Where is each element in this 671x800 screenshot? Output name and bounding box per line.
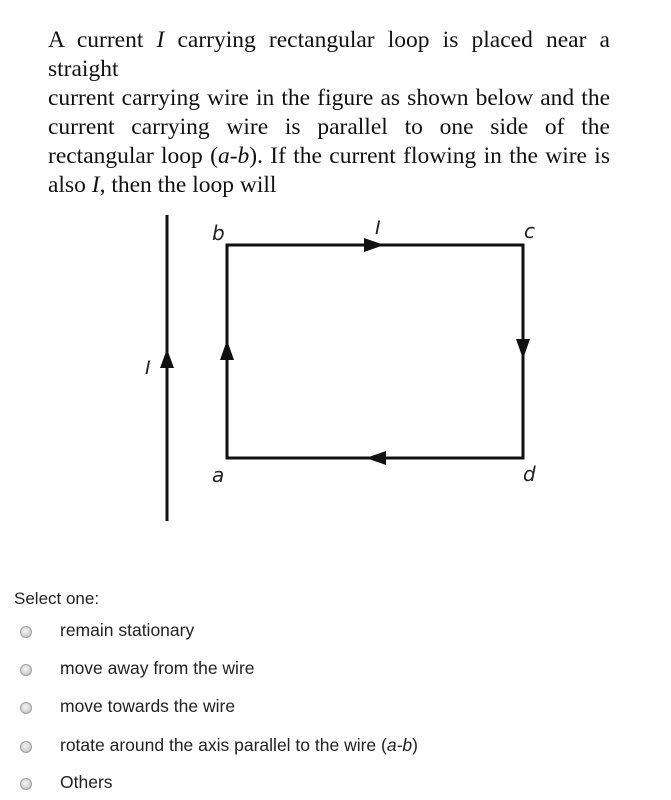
option-remain-stationary[interactable] bbox=[0, 618, 671, 648]
loop-arrow-right bbox=[516, 339, 530, 359]
loop-arrow-top bbox=[364, 238, 384, 252]
question-line: current carrying wire is parallel to one side of the bbox=[48, 114, 610, 140]
loop-arrow-bottom bbox=[366, 451, 386, 465]
question-line: current carrying wire in the figure as shown below and the bbox=[48, 85, 610, 111]
question-line: A current I carrying rectangular loop is placed near a straight bbox=[48, 27, 610, 82]
option-rotate[interactable] bbox=[0, 733, 671, 763]
option-label[interactable]: remain stationary bbox=[60, 620, 195, 640]
select-one-label: Select one: bbox=[14, 589, 100, 608]
radio-button[interactable] bbox=[20, 702, 32, 714]
option-label[interactable]: move towards the wire bbox=[60, 696, 236, 716]
option-move-towards[interactable] bbox=[0, 694, 671, 724]
radio-button[interactable] bbox=[20, 741, 32, 753]
question-line: rectangular loop (a-b). If the current flowing in the wire is bbox=[48, 143, 610, 169]
top-current-label: I bbox=[375, 217, 381, 239]
wire-current-label: I bbox=[145, 357, 151, 379]
rectangular-loop bbox=[227, 245, 523, 458]
option-move-away[interactable] bbox=[0, 656, 671, 686]
wire-current-arrow bbox=[160, 349, 174, 368]
question-line: also I, then the loop will bbox=[48, 172, 277, 198]
option-others[interactable] bbox=[0, 770, 671, 800]
corner-label-d: d bbox=[523, 462, 536, 486]
loop-arrow-left bbox=[220, 340, 234, 360]
option-label[interactable]: rotate around the axis parallel to the wire (a-b) bbox=[60, 735, 418, 755]
radio-button[interactable] bbox=[20, 778, 32, 790]
option-label[interactable]: move away from the wire bbox=[60, 658, 255, 678]
question-text bbox=[48, 26, 610, 200]
option-label[interactable]: Others bbox=[60, 772, 113, 792]
radio-button[interactable] bbox=[20, 626, 32, 638]
circuit-figure bbox=[0, 200, 671, 540]
corner-label-b: b bbox=[212, 221, 225, 245]
corner-label-a: a bbox=[212, 463, 225, 487]
corner-label-c: c bbox=[524, 219, 535, 243]
radio-button[interactable] bbox=[20, 664, 32, 676]
